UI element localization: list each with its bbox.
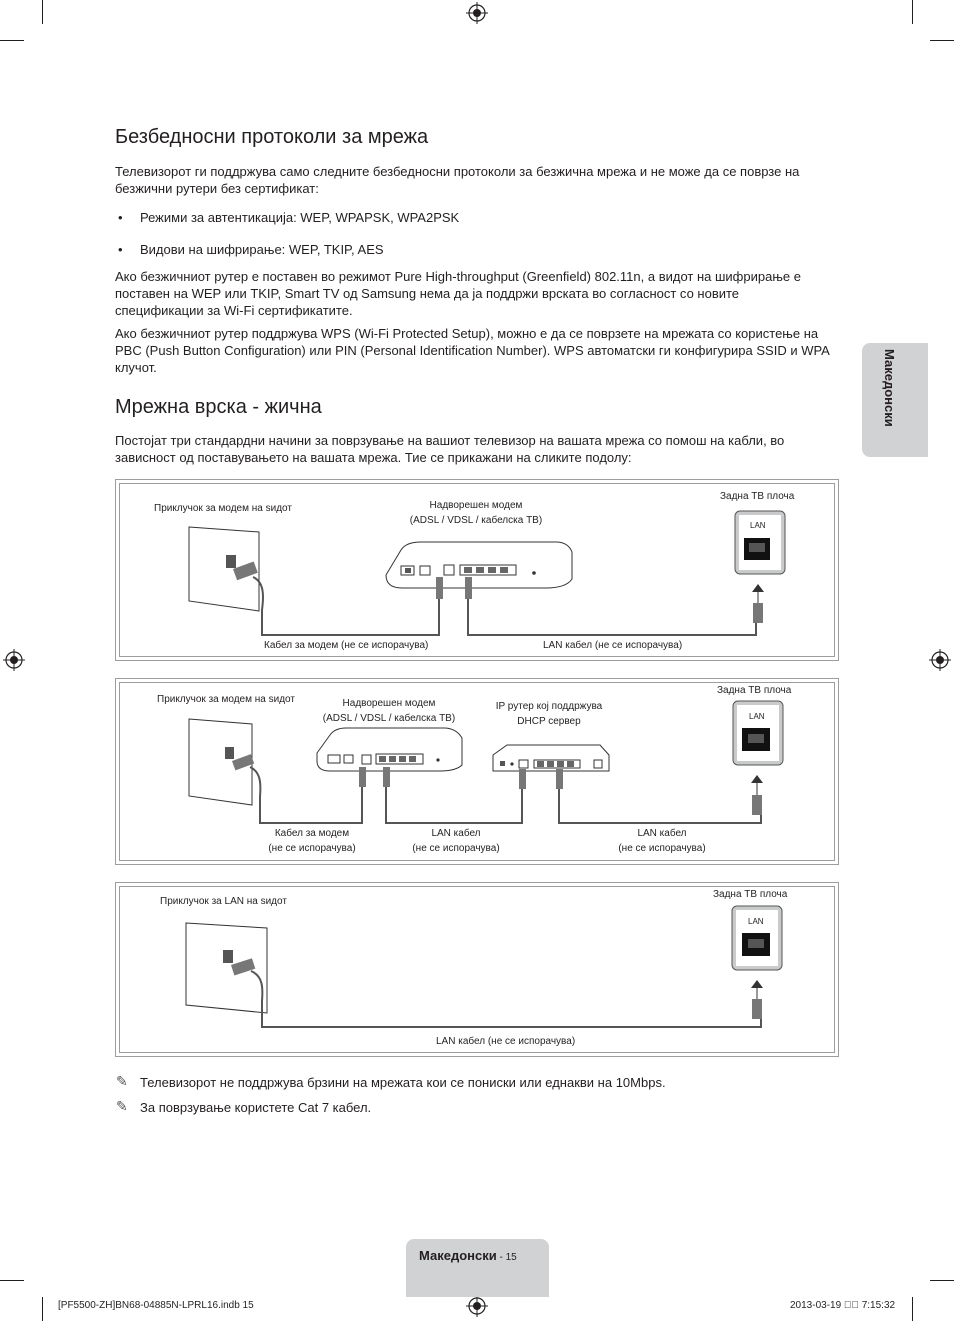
cable-label: Кабел за модем (не се испорачува): [268, 828, 356, 854]
security-paragraph: Ако безжичниот рутер е поставен во режимот Pure High-throughput (Greenfield) 802.11n, а видот на шифрирање е поставен на WEP или TKIP, Smart TV од Samsung нема да ја поддржи врската во согласност со новите спецификации за Wi-Fi сертификатите.: [115, 269, 801, 318]
wall-socket-label: Приклучок за модем на ѕидот: [154, 503, 292, 514]
lan-port-label: LAN: [750, 521, 766, 530]
lan-port-label: LAN: [748, 917, 764, 926]
tv-panel-label: Задна ТВ плоча: [717, 685, 792, 696]
language-side-tab: Македонски: [862, 343, 928, 457]
modem-label: Надворешен модем (ADSL / VDSL / кабелска ТВ): [409, 500, 543, 526]
bullet-item: • Режими за автентикација: WEP, WPAPSK, WPA2PSK: [118, 210, 460, 225]
tv-panel-label: Задна ТВ плоча: [720, 491, 795, 502]
crop-mark: [42, 0, 43, 24]
registration-mark-icon: [3, 649, 25, 671]
registration-mark-icon: [466, 1295, 488, 1317]
diagram-router-connection: [115, 678, 839, 865]
crop-mark: [912, 0, 913, 24]
wall-socket-label: Приклучок за LAN на ѕидот: [160, 896, 287, 907]
cable-label: LAN кабел (не се испорачува): [412, 828, 500, 854]
registration-mark-icon: [466, 2, 488, 24]
cable-label: Кабел за модем (не се испорачува): [264, 640, 429, 651]
cable-label: LAN кабел (не се испорачува): [436, 1036, 576, 1047]
crop-mark: [0, 40, 24, 41]
bullet-item: • Видови на шифрирање: WEP, TKIP, AES: [118, 242, 384, 257]
modem-label: Надворешен модем (ADSL / VDSL / кабелска ТВ): [322, 698, 456, 724]
tv-panel-label: Задна ТВ плоча: [713, 889, 788, 900]
registration-mark-icon: [929, 649, 951, 671]
section-title-security: Безбедносни протоколи за мрежа: [115, 126, 429, 148]
page-number-tab: [406, 1239, 549, 1297]
crop-mark: [42, 1297, 43, 1321]
wired-intro: Постојат три стандардни начини за поврзување на вашиот телевизор на вашата мрежа со помош на кабли, во зависност од поставувањето на вашата мрежа. Тие се прикажани на сликите подолу:: [115, 433, 785, 465]
note-item: ✎ Телевизорот не поддржува брзини на мрежата кои се пониски или еднакви на 10Mbps.: [116, 1073, 666, 1090]
footer-file: [PF5500-ZH]BN68-04885N-LPRL16.indb 15: [58, 1300, 254, 1311]
section-title-wired: Мрежна врска - жична: [115, 396, 322, 418]
crop-mark: [0, 1280, 24, 1281]
note-pencil-icon: ✎: [116, 1098, 128, 1114]
cable-label: LAN кабел (не се испорачува): [618, 828, 706, 854]
crop-mark: [930, 40, 954, 41]
note-pencil-icon: ✎: [116, 1073, 128, 1089]
diagram-modem-connection: [115, 479, 839, 661]
cable-label: LAN кабел (не се испорачува): [543, 640, 683, 651]
router-label: IP рутер кој поддржува DHCP сервер: [495, 701, 603, 727]
note-item: ✎ За поврзување користете Cat 7 кабел.: [116, 1098, 372, 1115]
diagram-lan-wall-connection: [115, 882, 839, 1057]
crop-mark: [930, 1280, 954, 1281]
crop-mark: [912, 1297, 913, 1321]
wall-socket-label: Приклучок за модем на ѕидот: [157, 694, 295, 705]
security-paragraph: Ако безжичниот рутер поддржува WPS (Wi-Fi Protected Setup), можно е да се поврзете на мрежата со користење на PBC (Push Button Configuration) или PIN (Personal Identification Number). WPS автоматски ги конфигурира SSID и WPA клучот.: [115, 326, 830, 375]
page-number: Македонски - 15: [419, 1248, 517, 1263]
footer-datetime: 2013-03-19 ￿￿ 7:15:32: [790, 1300, 896, 1311]
security-intro: Телевизорот ги поддржува само следните безбедносни протоколи за безжична мрежа и не може да се поврзе на безжични рутери без сертификат:: [115, 164, 800, 196]
lan-port-label: LAN: [749, 712, 765, 721]
